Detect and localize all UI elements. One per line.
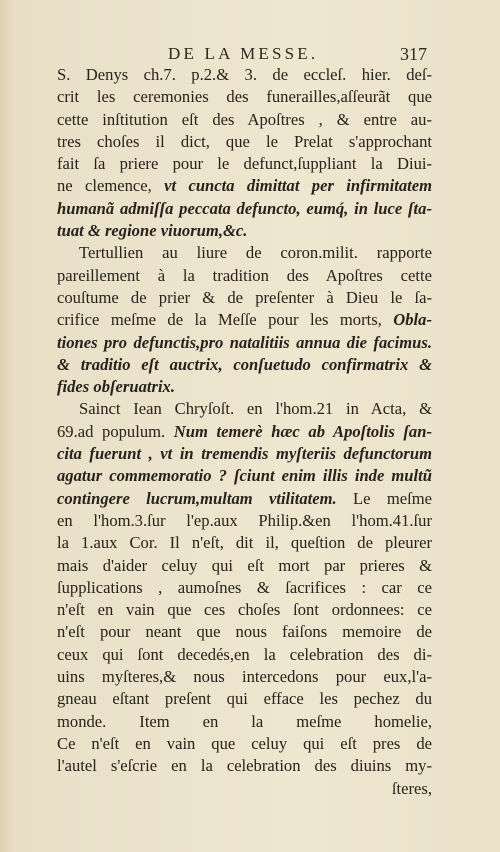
- text-segment: la 1.aux Cor. Il n'eſt, dit il, queſtion de pleurer: [57, 533, 432, 553]
- text-line: [57, 443, 432, 465]
- latin-quotation: vt cuncta dimittat per infirmitatem: [164, 176, 432, 196]
- text-segment: ne clemence,: [57, 176, 165, 196]
- text-line: [57, 688, 432, 710]
- text-segment: ſupplications , aumoſnes & ſacrifices : car ce: [57, 577, 432, 597]
- latin-quotation: contingere lucrum,multam vtilitatem.: [57, 488, 337, 508]
- text-segment: 69.ad populum.: [57, 421, 174, 441]
- text-line: [57, 131, 432, 153]
- text-segment: n'eſt en vain que ces choſes ſont ordonnees: ce: [57, 600, 432, 620]
- text-segment: ſteres,: [391, 778, 432, 798]
- latin-quotation: & traditio eſt auctrix, conſuetudo confirmatrix &: [57, 354, 432, 374]
- text-segment: Sainct Iean Chryſoſt. en l'hom.21 in Acta, &: [79, 399, 432, 419]
- text-line: [57, 287, 432, 309]
- text-segment: monde. Item en la meſme homelie,: [57, 711, 432, 731]
- text-line: [57, 64, 432, 86]
- text-line: [57, 666, 432, 688]
- text-line: [57, 309, 432, 331]
- text-segment: couſtume de prier & de preſenter à Dieu le ſa-: [57, 287, 432, 307]
- page-number: 317: [400, 44, 427, 64]
- text-line: [57, 242, 432, 264]
- text-segment: crifice meſme de la Meſſe pour les morts,: [57, 310, 394, 330]
- text-segment: cette inſtitution eſt des Apoſtres , & entre au-: [57, 109, 432, 129]
- latin-quotation: Obla-: [393, 310, 432, 330]
- text-line: [57, 398, 432, 420]
- text-line: [57, 488, 432, 510]
- text-segment: n'eſt pour neant que nous faiſons memoire de: [57, 622, 432, 642]
- text-line: [57, 109, 432, 131]
- text-line: [57, 265, 432, 287]
- text-segment: en l'hom.3.ſur l'ep.aux Philip.&en l'hom.41.ſur: [57, 510, 432, 530]
- text-line: [57, 510, 432, 532]
- text-line: [57, 421, 432, 443]
- text-line: [57, 577, 432, 599]
- text-segment: pareillement à la tradition des Apoſtres cette: [57, 265, 432, 285]
- text-line: [57, 621, 432, 643]
- text-line: [57, 153, 432, 175]
- text-line: [57, 755, 432, 777]
- text-line: [57, 220, 432, 242]
- text-line: [57, 465, 432, 487]
- text-segment: crit les ceremonies des funerailles,aſſeurãt que: [57, 87, 432, 107]
- text-segment: tres choſes il dict, que le Prelat s'approchant: [57, 131, 432, 151]
- latin-quotation: cita fuerunt , vt in tremendis myſteriis defunctorum: [57, 444, 432, 464]
- text-line: [57, 175, 432, 197]
- text-segment: l'autel s'eſcrie en la celebration des diuins my-: [57, 756, 432, 776]
- text-line: [57, 198, 432, 220]
- latin-quotation: humanã admiſſa peccata defuncto, eumq́, in luce ſta-: [57, 198, 432, 218]
- body-text: [57, 64, 432, 800]
- text-segment: mais d'aider celuy qui eſt mort par prieres &: [57, 555, 432, 575]
- text-line: [57, 599, 432, 621]
- text-segment: uins myſteres,& nous intercedons pour eux,l'a-: [57, 667, 432, 687]
- text-segment: Tertullien au liure de coron.milit. rapporte: [79, 243, 432, 263]
- text-segment: S. Denys ch.7. p.2.& 3. de eccleſ. hier. deſ-: [57, 65, 432, 84]
- latin-quotation: fides obſeruatrix.: [57, 377, 175, 397]
- text-segment: gneau eſtant preſent qui efface les pechez du: [57, 689, 432, 709]
- text-line: [57, 532, 432, 554]
- latin-quotation: agatur commemoratio ? ſciunt enim illis inde multũ: [57, 466, 432, 486]
- latin-quotation: tiones pro defunctis,pro natalitiis annua die facimus.: [57, 332, 432, 352]
- latin-quotation: tuat & regione viuorum,&c.: [57, 221, 248, 241]
- text-line: [57, 733, 432, 755]
- text-line: [57, 778, 432, 800]
- text-line: [57, 644, 432, 666]
- text-line: [57, 332, 432, 354]
- text-segment: ceux qui ſont decedés,en la celebration des di-: [57, 644, 432, 664]
- text-line: [57, 354, 432, 376]
- text-segment: fait ſa priere pour le defunct,ſuppliant la Diui-: [57, 154, 432, 174]
- running-title: DE LA MESSE.: [168, 44, 319, 63]
- latin-quotation: Num temerè hæc ab Apoſtolis ſan-: [173, 421, 432, 441]
- text-line: [57, 555, 432, 577]
- text-line: [57, 376, 432, 398]
- text-line: [57, 711, 432, 733]
- text-segment: Le meſme: [336, 488, 433, 508]
- text-line: [57, 86, 432, 108]
- text-segment: Ce n'eſt en vain que celuy qui eſt pres de: [57, 733, 432, 753]
